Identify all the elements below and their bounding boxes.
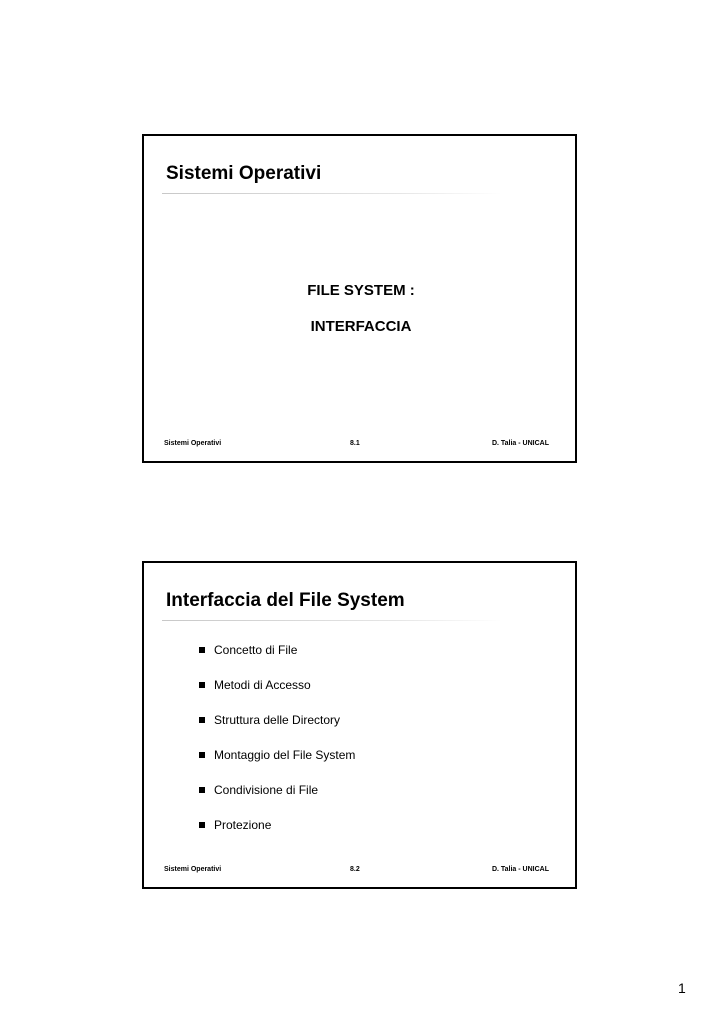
list-item-label: Metodi di Accesso — [214, 678, 311, 692]
slide-heading-line: FILE SYSTEM : — [307, 282, 415, 299]
list-item-label: Struttura delle Directory — [214, 713, 341, 727]
list-item — [199, 713, 355, 748]
square-bullet-icon — [199, 822, 205, 828]
footer-author: D. Talia - UNICAL — [491, 440, 549, 447]
list-item — [199, 818, 355, 853]
title-divider — [162, 620, 502, 621]
list-item — [199, 678, 355, 713]
slide-heading-line: INTERFACCIA — [310, 318, 412, 335]
footer-course: Sistemi Operativi — [164, 440, 222, 447]
square-bullet-icon — [199, 647, 205, 653]
slide-footer — [164, 863, 549, 873]
slide-footer — [164, 437, 549, 447]
square-bullet-icon — [199, 752, 205, 758]
bullet-list — [199, 643, 355, 853]
page-number: 1 — [678, 980, 686, 996]
slide-title: Interfaccia del File System — [166, 590, 405, 611]
slide-8-2 — [142, 561, 577, 889]
slide-title: Sistemi Operativi — [166, 163, 322, 184]
footer-course: Sistemi Operativi — [164, 866, 222, 873]
square-bullet-icon — [199, 717, 205, 723]
footer-author: D. Talia - UNICAL — [491, 866, 549, 873]
slide-8-1 — [142, 134, 577, 463]
list-item-label: Concetto di File — [214, 643, 298, 657]
list-item — [199, 748, 355, 783]
list-item — [199, 643, 355, 678]
list-item-label: Montaggio del File System — [214, 748, 356, 762]
title-divider — [162, 193, 502, 194]
footer-slide-number: 8.2 — [350, 866, 360, 873]
footer-slide-number: 8.1 — [350, 440, 360, 447]
square-bullet-icon — [199, 682, 205, 688]
square-bullet-icon — [199, 787, 205, 793]
list-item — [199, 783, 355, 818]
list-item-label: Protezione — [214, 818, 272, 832]
list-item-label: Condivisione di File — [214, 783, 319, 797]
